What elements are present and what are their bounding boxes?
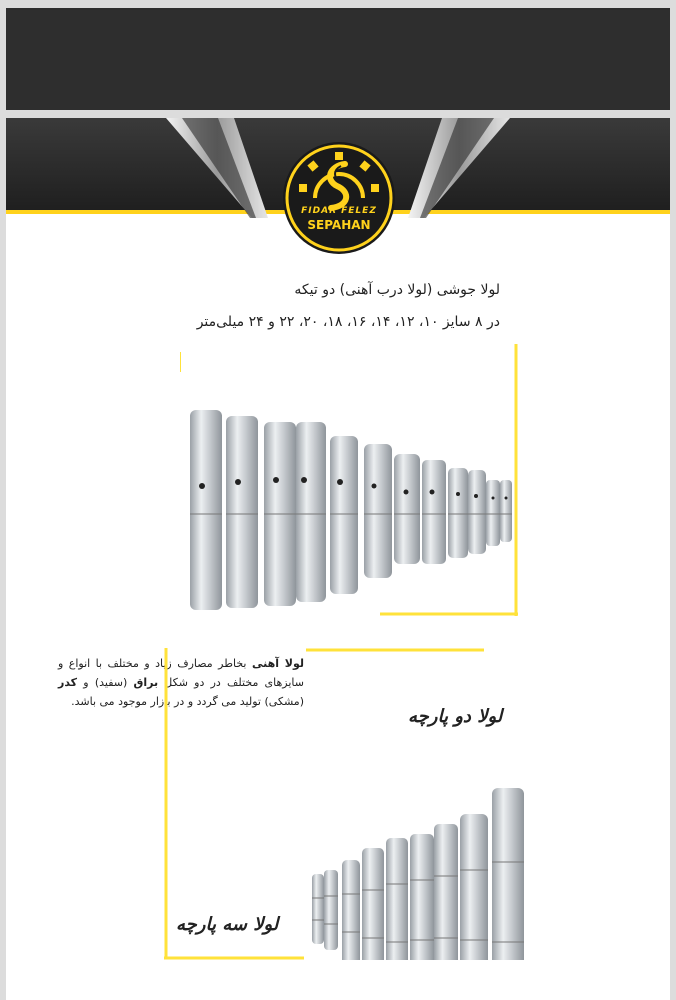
desc-matte: کدر	[58, 676, 78, 689]
size-list: در ۸ سایز ۱۰، ۱۲، ۱۴، ۱۶، ۱۸، ۲۰، ۲۲ و ۲۴ میلی‌متر	[196, 314, 500, 330]
desc-part3: (مشکی) تولید می گردد و در بازار موجود می باشد.	[71, 695, 304, 708]
two-piece-hinge-panel	[180, 344, 520, 616]
desc-part1: بخاطر مصارف زیاد و مختلف با انواع و سایزهای مختلف در دو شکل	[58, 657, 305, 689]
three-piece-hinges	[312, 788, 524, 960]
two-piece-hinge-label: لولا دو پارچه	[408, 706, 503, 727]
top-dark-band	[6, 8, 670, 110]
fidar-felez-logo	[279, 138, 399, 258]
brand-line-1: FIDAR FELEZ	[301, 206, 377, 216]
desc-part2: (سفید) و	[77, 676, 134, 689]
desc-term: لولا آهنی	[251, 657, 304, 670]
page-title: لولا جوشی (لولا درب آهنی) دو تیکه	[294, 282, 500, 298]
desc-shiny: براق	[133, 676, 159, 689]
three-piece-hinge-label: لولا سه پارچه	[176, 914, 279, 935]
brand-line-2: SEPAHAN	[307, 218, 371, 232]
two-piece-hinges	[190, 410, 512, 610]
catalog-page	[6, 118, 670, 1000]
